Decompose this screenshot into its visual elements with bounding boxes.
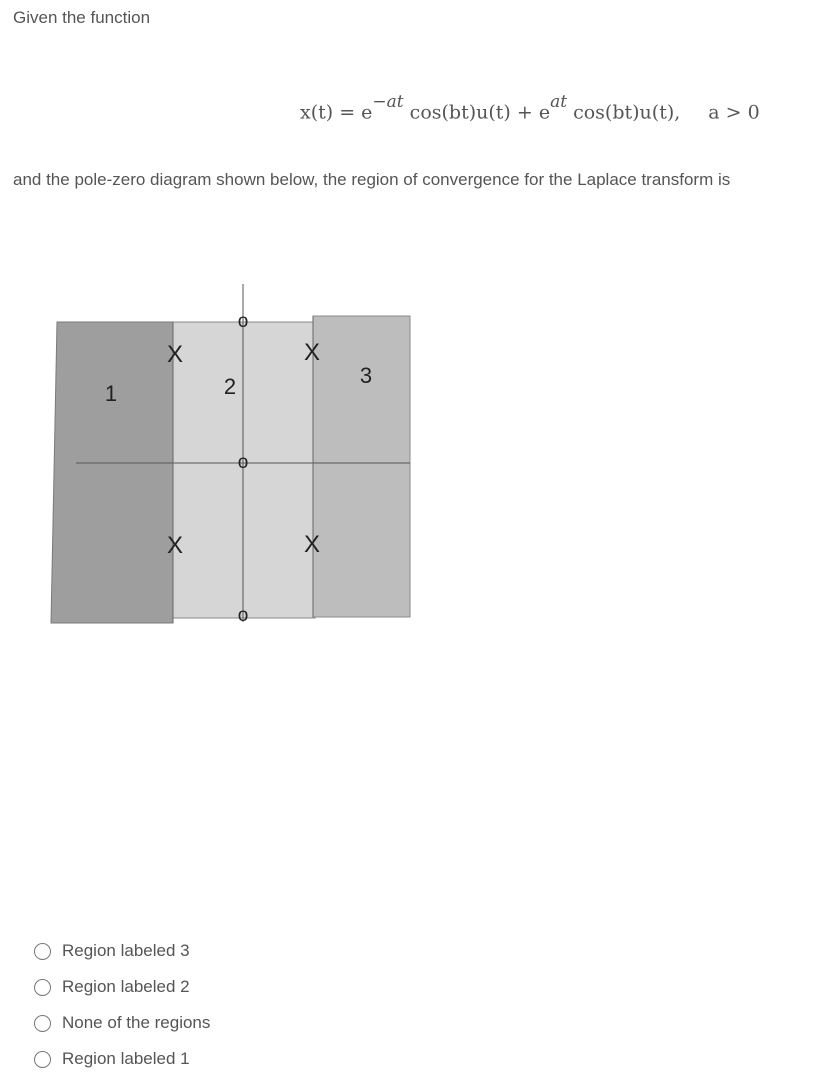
zero-marker: o xyxy=(237,605,249,626)
equation-condition: a > 0 xyxy=(708,101,760,124)
option-label: Region labeled 2 xyxy=(62,977,190,996)
option-label: Region labeled 3 xyxy=(62,941,190,960)
region-label-2: 2 xyxy=(223,374,237,399)
option-region-2[interactable] xyxy=(34,975,190,999)
option-region-1[interactable] xyxy=(34,1047,190,1071)
question-text: and the pole-zero diagram shown below, the region of convergence for the Laplace transform is xyxy=(13,170,731,189)
radio-button[interactable] xyxy=(34,943,51,960)
zero-marker: o xyxy=(237,311,249,332)
equation-exponent-2: at xyxy=(550,92,568,112)
option-region-3[interactable] xyxy=(34,939,190,963)
pole-marker: X xyxy=(303,339,321,366)
pole-marker: X xyxy=(303,531,321,558)
radio-button[interactable] xyxy=(34,1051,51,1068)
option-label: Region labeled 1 xyxy=(62,1049,190,1068)
equation xyxy=(300,92,760,124)
equation-exponent-1: −at xyxy=(372,92,404,112)
region-1 xyxy=(51,322,173,623)
intro-text: Given the function xyxy=(13,8,151,27)
equation-lhs: x(t) = e xyxy=(300,101,373,124)
pole-zero-diagram xyxy=(0,270,460,640)
radio-button[interactable] xyxy=(34,1015,51,1032)
zero-marker: o xyxy=(237,452,249,473)
equation-term-2: cos(bt)u(t), xyxy=(567,101,681,124)
pole-marker: X xyxy=(166,532,184,559)
region-label-1: 1 xyxy=(104,381,118,406)
region-label-3: 3 xyxy=(359,363,373,388)
pole-marker: X xyxy=(166,341,184,368)
equation-term-1: cos(bt)u(t) + e xyxy=(403,101,551,124)
option-none[interactable] xyxy=(34,1011,210,1035)
option-label: None of the regions xyxy=(62,1013,211,1032)
radio-button[interactable] xyxy=(34,979,51,996)
region-3 xyxy=(313,316,410,617)
